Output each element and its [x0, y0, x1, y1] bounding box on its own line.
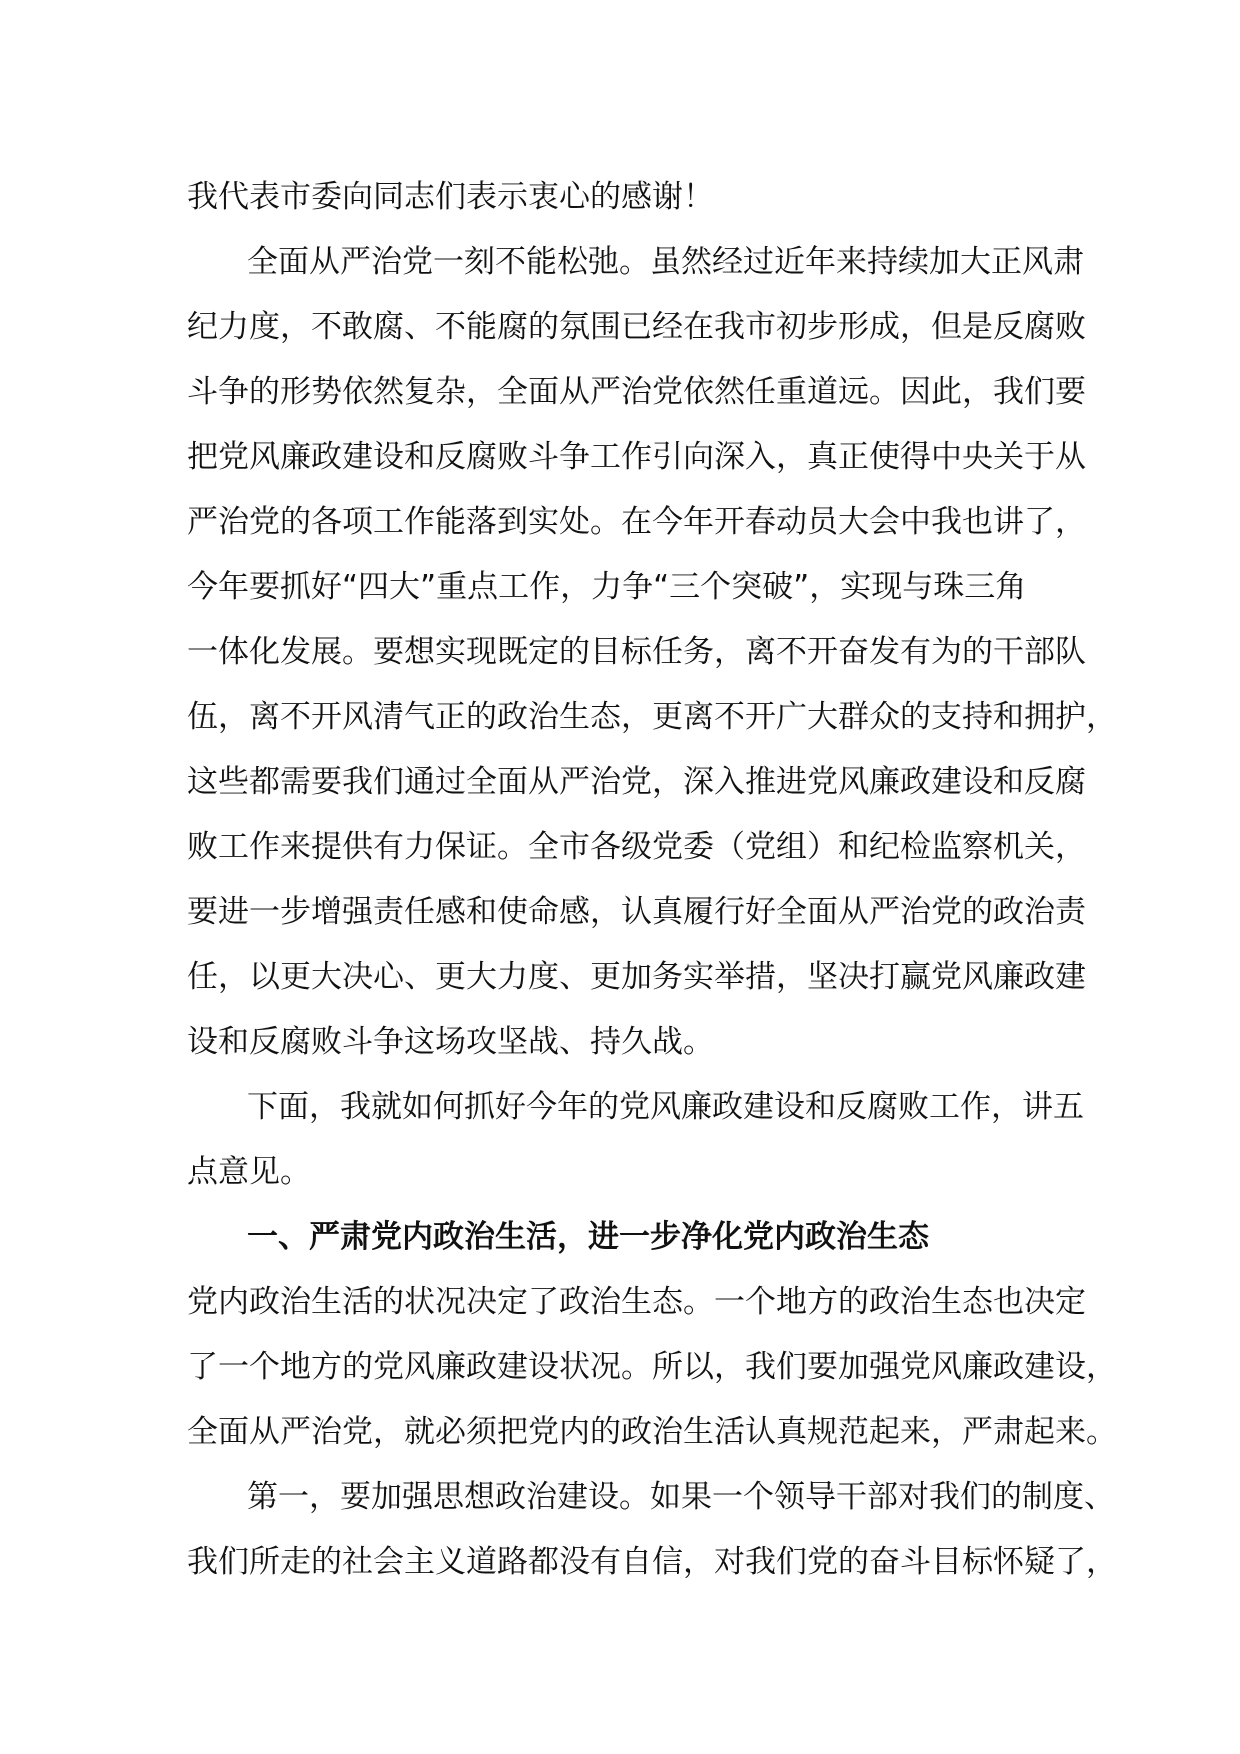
body-line: 全面从严治党，就必须把党内的政治生活认真规范起来，严肃起来。: [187, 1414, 1117, 1450]
body-line: 严治党的各项工作能落到实处。在今年开春动员大会中我也讲了，: [187, 504, 1086, 540]
body-line: 这些都需要我们通过全面从严治党，深入推进党风廉政建设和反腐: [187, 764, 1086, 800]
body-line: 任，以更大决心、更大力度、更加务实举措，坚决打赢党风廉政建: [187, 959, 1086, 995]
paragraph-start-line: 下面，我就如何抓好今年的党风廉政建设和反腐败工作，讲五: [247, 1089, 1084, 1125]
body-line: 伍，离不开风清气正的政治生态，更离不开广大群众的支持和拥护，: [187, 699, 1117, 735]
body-line: 今年要抓好“四大”重点工作，力争“三个突破”，实现与珠三角: [187, 569, 1027, 605]
body-line: 纪力度，不敢腐、不能腐的氛围已经在我市初步形成，但是反腐败: [187, 309, 1086, 345]
body-line: 斗争的形势依然复杂，全面从严治党依然任重道远。因此，我们要: [187, 374, 1086, 410]
paragraph-start-line: 第一，要加强思想政治建设。如果一个领导干部对我们的制度、: [247, 1479, 1115, 1515]
paragraph-start-line: 全面从严治党一刻不能松弛。虽然经过近年来持续加大正风肃: [247, 244, 1084, 280]
body-line: 要进一步增强责任感和使命感，认真履行好全面从严治党的政治责: [187, 894, 1086, 930]
document-body: [187, 165, 1117, 1595]
body-line: 我们所走的社会主义道路都没有自信，对我们党的奋斗目标怀疑了，: [187, 1544, 1117, 1580]
body-line: 我代表市委向同志们表示衷心的感谢！: [187, 179, 714, 215]
body-line: 把党风廉政建设和反腐败斗争工作引向深入，真正使得中央关于从: [187, 439, 1086, 475]
body-line: 党内政治生活的状况决定了政治生态。一个地方的政治生态也决定: [187, 1284, 1086, 1320]
body-line: 点意见。: [187, 1154, 311, 1190]
section-heading: 一、严肃党内政治生活，进一步净化党内政治生态: [247, 1219, 929, 1255]
body-line: 败工作来提供有力保证。全市各级党委（党组）和纪检监察机关，: [187, 829, 1086, 865]
body-line: 设和反腐败斗争这场攻坚战、持久战。: [187, 1024, 714, 1060]
body-line: 了一个地方的党风廉政建设状况。所以，我们要加强党风廉政建设，: [187, 1349, 1117, 1385]
body-line: 一体化发展。要想实现既定的目标任务，离不开奋发有为的干部队: [187, 634, 1086, 670]
